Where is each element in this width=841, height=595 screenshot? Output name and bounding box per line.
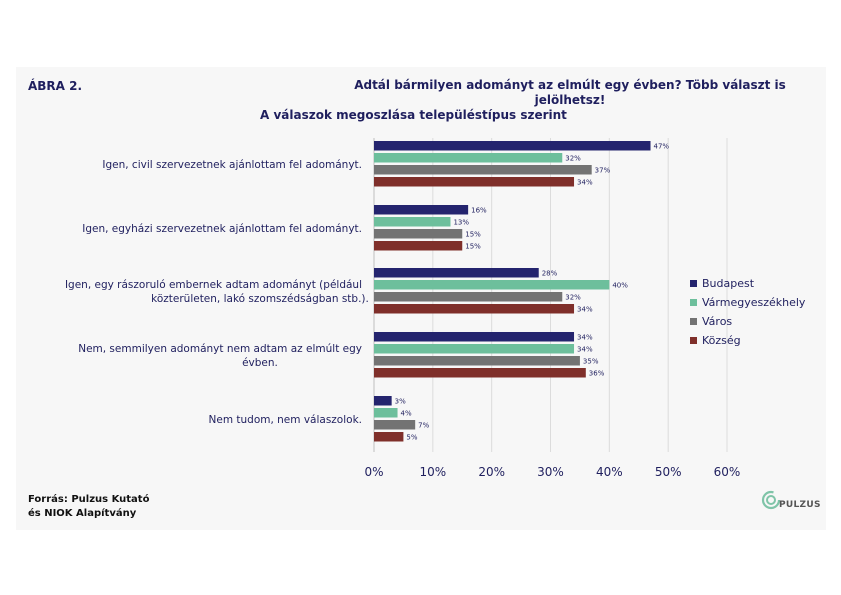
- x-tick-label: 40%: [595, 465, 623, 479]
- bar: [374, 177, 574, 187]
- bar: [374, 292, 562, 302]
- legend-swatch: [690, 280, 697, 287]
- pulzus-logo-text: PULZUS: [779, 500, 821, 510]
- x-tick-label: 20%: [478, 465, 506, 479]
- figure-label: ÁBRA 2.: [28, 79, 83, 93]
- legend-item: [690, 312, 805, 331]
- data-label: 4%: [400, 409, 412, 418]
- data-label: 15%: [465, 242, 481, 251]
- x-tick-label: 30%: [537, 465, 564, 479]
- x-tick-label: 10%: [419, 465, 447, 479]
- data-label: 32%: [565, 293, 581, 302]
- bar: [374, 432, 403, 442]
- legend-swatch: [690, 337, 697, 344]
- chart-subtitle: A válaszok megoszlása településtípus szerint: [260, 108, 567, 122]
- category-label: közterületen, lakó szomszédságban stb.).: [151, 292, 369, 305]
- chart-legend: [690, 274, 805, 350]
- data-label: 37%: [594, 166, 611, 175]
- bar: [374, 280, 609, 290]
- bar: [374, 241, 462, 251]
- legend-label: Város: [702, 315, 733, 328]
- bar: [374, 205, 468, 215]
- legend-label: Vármegyeszékhely: [702, 296, 806, 309]
- data-label: 35%: [582, 357, 599, 366]
- data-label: 47%: [653, 142, 670, 151]
- category-label: évben.: [242, 356, 278, 369]
- category-label: Igen, egy rászoruló embernek adtam adományt (például: [64, 278, 362, 291]
- pulzus-logo-icon: [761, 490, 781, 510]
- bar: [374, 396, 392, 406]
- data-label: 34%: [577, 345, 593, 354]
- bar: [374, 165, 592, 175]
- bar: [374, 141, 651, 151]
- category-label: Nem tudom, nem válaszolok.: [208, 413, 362, 426]
- data-label: 13%: [453, 218, 470, 227]
- bar: [374, 408, 398, 418]
- bar: [374, 420, 415, 430]
- data-label: 34%: [577, 333, 593, 342]
- data-label: 15%: [465, 230, 481, 239]
- bar: [374, 368, 586, 378]
- data-label: 32%: [565, 154, 581, 163]
- bar: [374, 304, 574, 314]
- bar: [374, 229, 462, 239]
- data-label: 28%: [541, 269, 558, 278]
- data-label: 5%: [406, 433, 418, 442]
- bar: [374, 153, 562, 163]
- legend-item: [690, 274, 805, 293]
- x-tick-label: 50%: [654, 465, 682, 479]
- bar: [374, 217, 450, 227]
- data-label: 3%: [394, 397, 406, 406]
- chart-title-line1: Adtál bármilyen adományt az elmúlt egy évben? Több választ is jelölhetsz!: [354, 78, 786, 107]
- source-line1: Forrás: Pulzus Kutató: [28, 494, 150, 505]
- legend-label: Község: [702, 334, 741, 347]
- bar: [374, 344, 574, 354]
- data-label: 36%: [588, 369, 605, 378]
- data-label: 16%: [471, 206, 487, 215]
- category-label: Nem, semmilyen adományt nem adtam az elmúlt egy: [78, 342, 362, 355]
- pulzus-logo: [761, 490, 821, 510]
- data-label: 40%: [612, 281, 628, 290]
- legend-swatch: [690, 318, 697, 325]
- legend-item: [690, 331, 805, 350]
- category-label: Igen, egyházi szervezetnek ajánlottam fel adományt.: [82, 222, 362, 235]
- bar: [374, 356, 580, 366]
- legend-item: [690, 293, 805, 312]
- category-label: Igen, civil szervezetnek ajánlottam fel adományt.: [102, 158, 362, 171]
- data-label: 7%: [418, 421, 430, 430]
- legend-swatch: [690, 299, 697, 306]
- source-note: [28, 493, 149, 521]
- data-label: 34%: [577, 305, 593, 314]
- x-tick-label: 0%: [364, 465, 384, 479]
- x-tick-label: 60%: [713, 465, 741, 479]
- bar: [374, 332, 574, 342]
- source-line2: és NIOK Alapítvány: [28, 508, 137, 519]
- legend-label: Budapest: [702, 277, 755, 290]
- bar: [374, 268, 539, 278]
- data-label: 34%: [577, 178, 593, 187]
